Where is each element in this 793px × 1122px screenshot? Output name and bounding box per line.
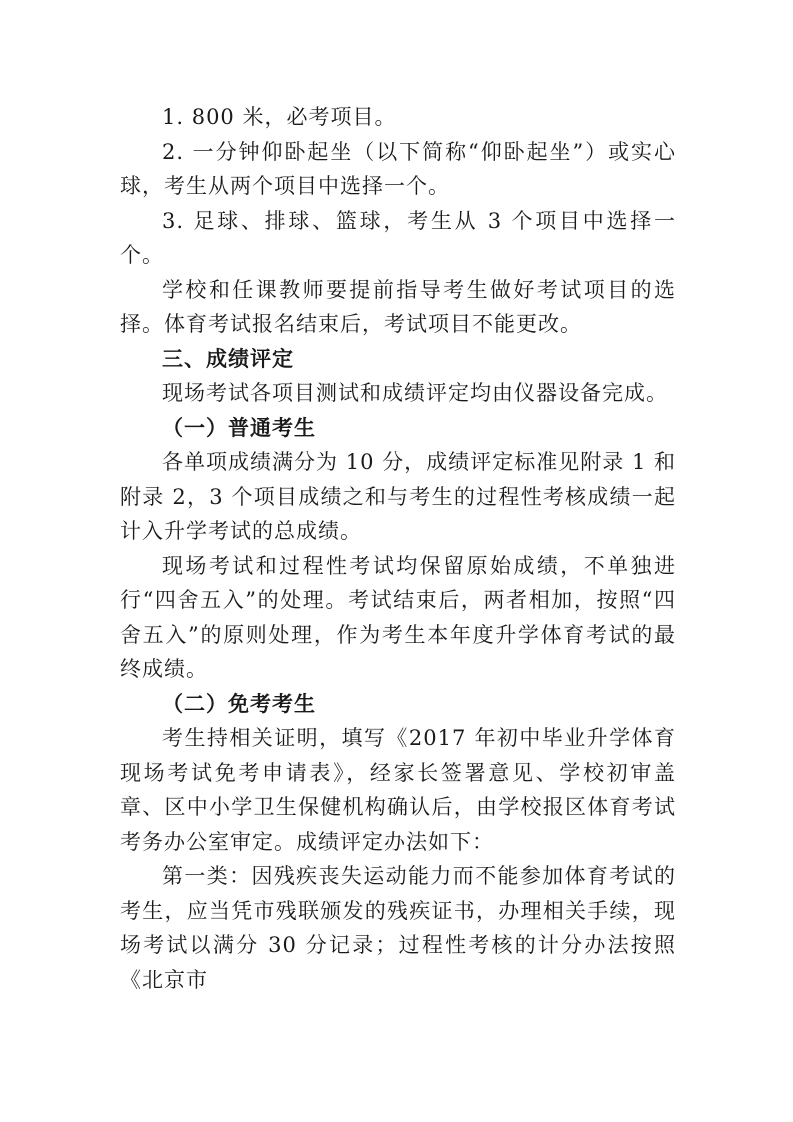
section-three-lead: 现场考试各项目测试和成绩评定均由仪器设备完成。 [162, 381, 668, 405]
exempt-paragraph: 考生持相关证明，填写《2017 年初中毕业升学体育现场考试免考申请表》，经家长签署意见、学校初审盖章、区中小学卫生保健机构确认后，由学校报区体育考试考务办公室审定。成绩评定办法如下： [120, 726, 676, 854]
regular-paragraph: 现场考试和过程性考试均保留原始成绩，不单独进行“四舍五入”的处理。考试结束后，两者相加，按照“四舍五入”的原则处理，作为考生本年度升学体育考试的最终成绩。 [120, 553, 676, 681]
item-ball-sports: 3. 足球、排球、篮球，考生从 3 个项目中选择一个。 [120, 208, 676, 267]
regular-paragraph: 各单项成绩满分为 10 分，成绩评定标准见附录 1 和附录 2，3 个项目成绩之和与考生的过程性考核成绩一起计入升学考试的总成绩。 [120, 450, 676, 543]
item-situp-or-ball: 2. 一分钟仰卧起坐（以下简称“仰卧起坐”）或实心球，考生从两个项目中选择一个。 [120, 139, 676, 198]
intro-note: 学校和任课教师要提前指导考生做好考试项目的选择。体育考试报名结束后，考试项目不能更改。 [120, 277, 676, 336]
subsection-regular-heading: （一）普通考生 [162, 414, 316, 440]
document-page [120, 100, 676, 997]
section-three-heading: 三、成绩评定 [162, 346, 294, 371]
item-800m: 1. 800 米，必考项目。 [162, 105, 397, 129]
subsection-exempt-heading: （二）免考考生 [162, 690, 316, 716]
exempt-paragraph: 第一类：因残疾丧失运动能力而不能参加体育考试的考生，应当凭市残联颁发的残疾证书，办理相关手续，现场考试以满分 30 分记录；过程性考核的计分办法按照《北京市 [120, 864, 676, 992]
